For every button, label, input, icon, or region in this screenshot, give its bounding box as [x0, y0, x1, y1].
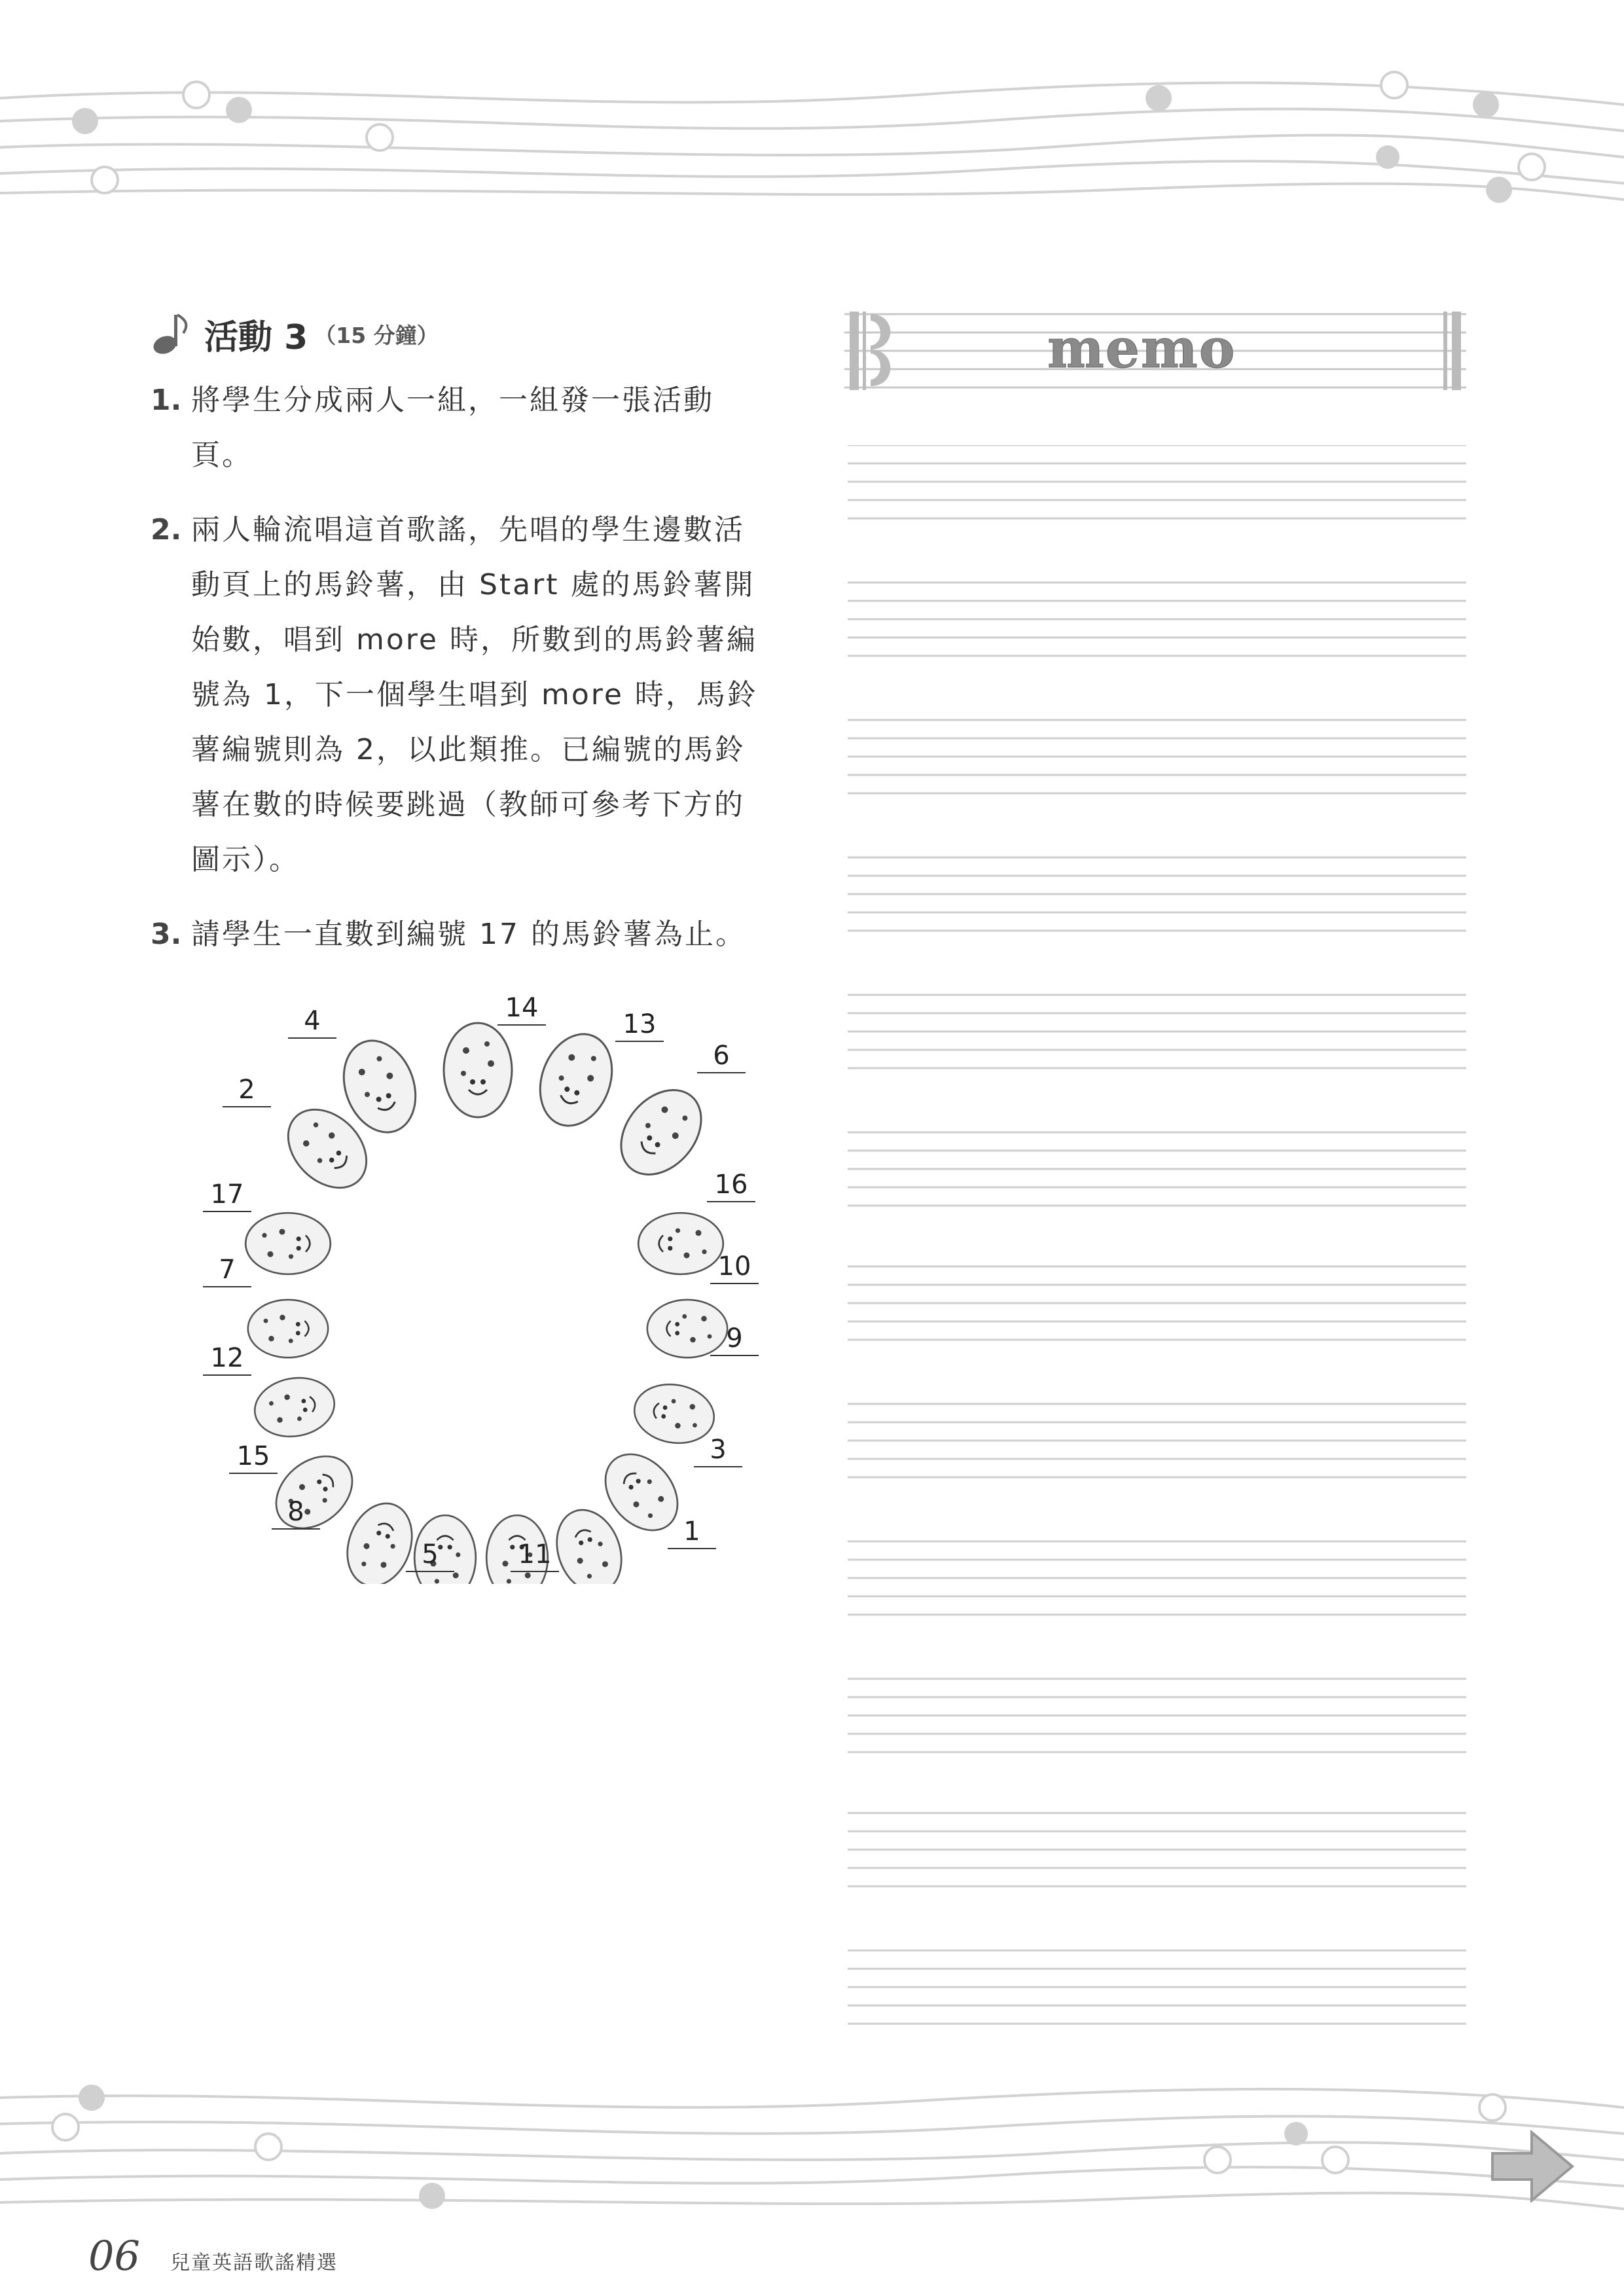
step-item [151, 373, 772, 483]
step-text: 將學生分成兩人一組，一組發一張活動頁。 [191, 384, 714, 472]
potato-label: 14 [497, 992, 546, 1026]
step-item [151, 907, 772, 962]
activity-steps [151, 373, 772, 982]
potato-label: 5 [406, 1538, 454, 1572]
page-number: 06 [88, 2232, 140, 2280]
memo-title: memo [1047, 317, 1236, 380]
potato-circle-diagram [190, 982, 779, 1584]
potato-label: 9 [710, 1322, 759, 1356]
potato-label: 2 [223, 1073, 271, 1107]
step-item [151, 503, 772, 888]
potato-label: 10 [710, 1250, 759, 1284]
potato-label: 7 [203, 1253, 251, 1287]
potato-label: 6 [697, 1039, 746, 1073]
potato-label: 13 [615, 1008, 664, 1042]
step-text: 請學生一直數到編號 17 的馬鈴薯為止。 [191, 918, 746, 951]
memo-writing-area [848, 445, 1466, 2036]
potato-label: 15 [229, 1440, 278, 1474]
activity-heading [151, 308, 439, 360]
book-title: 兒童英語歌謠精選 [170, 2251, 338, 2274]
activity-title: 活動 3 [204, 317, 308, 357]
potato-label: 3 [694, 1433, 742, 1467]
potato-label: 16 [707, 1168, 755, 1202]
potato-label: 12 [203, 1342, 251, 1376]
step-number: 3. [151, 918, 182, 951]
activity-duration: （15 分鐘） [314, 322, 439, 348]
potato-label: 8 [272, 1496, 320, 1530]
step-number: 2. [151, 513, 182, 547]
bottom-decoration [0, 2062, 1624, 2219]
step-text: 兩人輪流唱這首歌謠，先唱的學生邊數活動頁上的馬鈴薯，由 Start 處的馬鈴薯開始數，唱到 more 時，所數到的馬鈴薯編號為 1，下一個學生唱到 more 時，馬鈴薯編號則為 2，以此類推。已編號的馬鈴薯在數的時候要跳過（教師可參考下方的圖示）。 [191, 513, 758, 876]
potato-label: 17 [203, 1178, 251, 1212]
next-page-arrow-icon[interactable] [1486, 2127, 1578, 2206]
step-number: 1. [151, 384, 182, 417]
potato-label: 1 [668, 1515, 716, 1549]
music-note-icon [151, 311, 192, 357]
top-decoration [0, 59, 1624, 216]
potato-label: 11 [511, 1538, 559, 1572]
potato-illustration [190, 982, 779, 1584]
potato-label: 4 [288, 1005, 336, 1039]
